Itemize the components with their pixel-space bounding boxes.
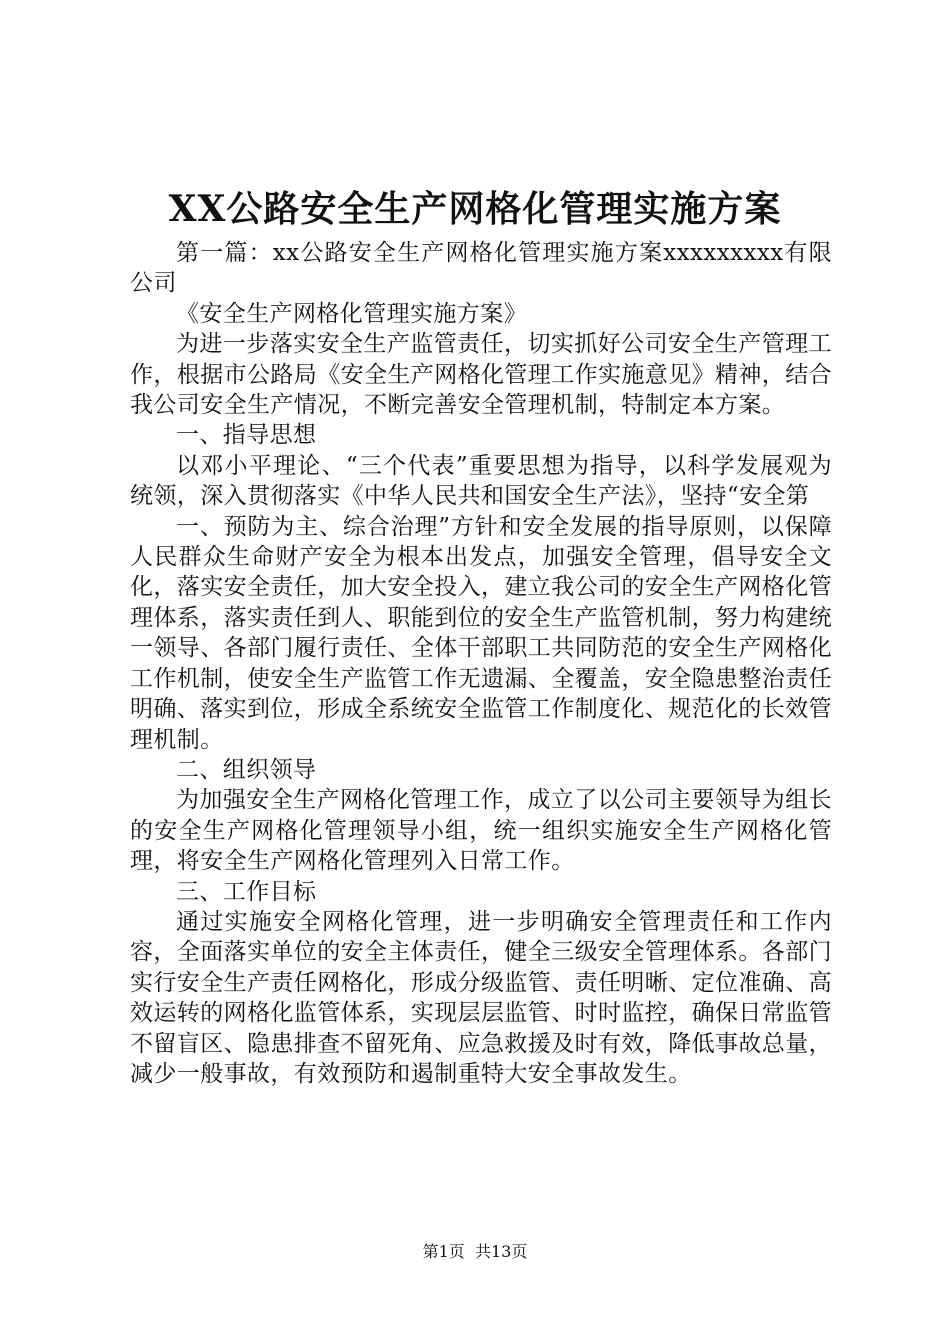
section-heading-guiding-ideology: 一、指导思想 (176, 422, 317, 449)
document-title: XX公路安全生产网格化管理实施方案 (168, 188, 782, 230)
page-footer (0, 1241, 950, 1263)
section-heading-organization: 二、组织领导 (176, 756, 317, 783)
section-heading-work-goals: 三、工作目标 (176, 878, 317, 905)
page-total: 共13页 (474, 1242, 528, 1261)
paragraph-doc-name: 《安全生产网格化管理实施方案》 (176, 300, 527, 327)
paragraph-guiding-ideology: 以邓小平理论、“三个代表”重要思想为指导，以科学发展观为统领，深入贯彻落实《中华人民共和国安全生产法》，坚持“安全第 (130, 452, 832, 510)
paragraph-purpose: 为进一步落实安全生产监管责任，切实抓好公司安全生产管理工作，根据市公路局《安全生产网格化管理工作实施意见》精神，结合我公司安全生产情况，不断完善安全管理机制，特制定本方案。 (130, 331, 832, 419)
paragraph-organization: 为加强安全生产网格化管理工作，成立了以公司主要领导为组长的安全生产网格化管理领导小组，统一组织实施安全生产网格化管理，将安全生产网格化管理列入日常工作。 (130, 787, 832, 875)
document-body (130, 238, 832, 1089)
paragraph-guiding-principles: 一、预防为主、综合治理”方针和安全发展的指导原则，以保障人民群众生命财产安全为根本出发点，加强安全管理，倡导安全文化，落实安全责任，加大安全投入，建立我公司的安全生产网格化管理体系，落实责任到人、职能到位的安全生产监管机制，努力构建统一领导、各部门履行责任、全体干部职工共同防范的安全生产网格化工作机制，使安全生产监管工作无遗漏、全覆盖，安全隐患整治责任明确、落实到位，形成全系统安全监管工作制度化、规范化的长效管理机制。 (130, 513, 832, 753)
paragraph-work-goals: 通过实施安全网格化管理，进一步明确安全管理责任和工作内容，全面落实单位的安全主体责任，健全三级安全管理体系。各部门实行安全生产责任网格化，形成分级监管、责任明晰、定位准确、高效运转的网格化监管体系，实现层层监管、时时监控，确保日常监管不留盲区、隐患排查不留死角、应急救援及时有效，降低事故总量，减少一般事故，有效预防和遏制重特大安全事故发生。 (130, 908, 832, 1087)
paragraph-intro: 第一篇：xx公路安全生产网格化管理实施方案xxxxxxxxx有限公司 (130, 240, 832, 297)
page-number: 第1页 (422, 1242, 465, 1261)
